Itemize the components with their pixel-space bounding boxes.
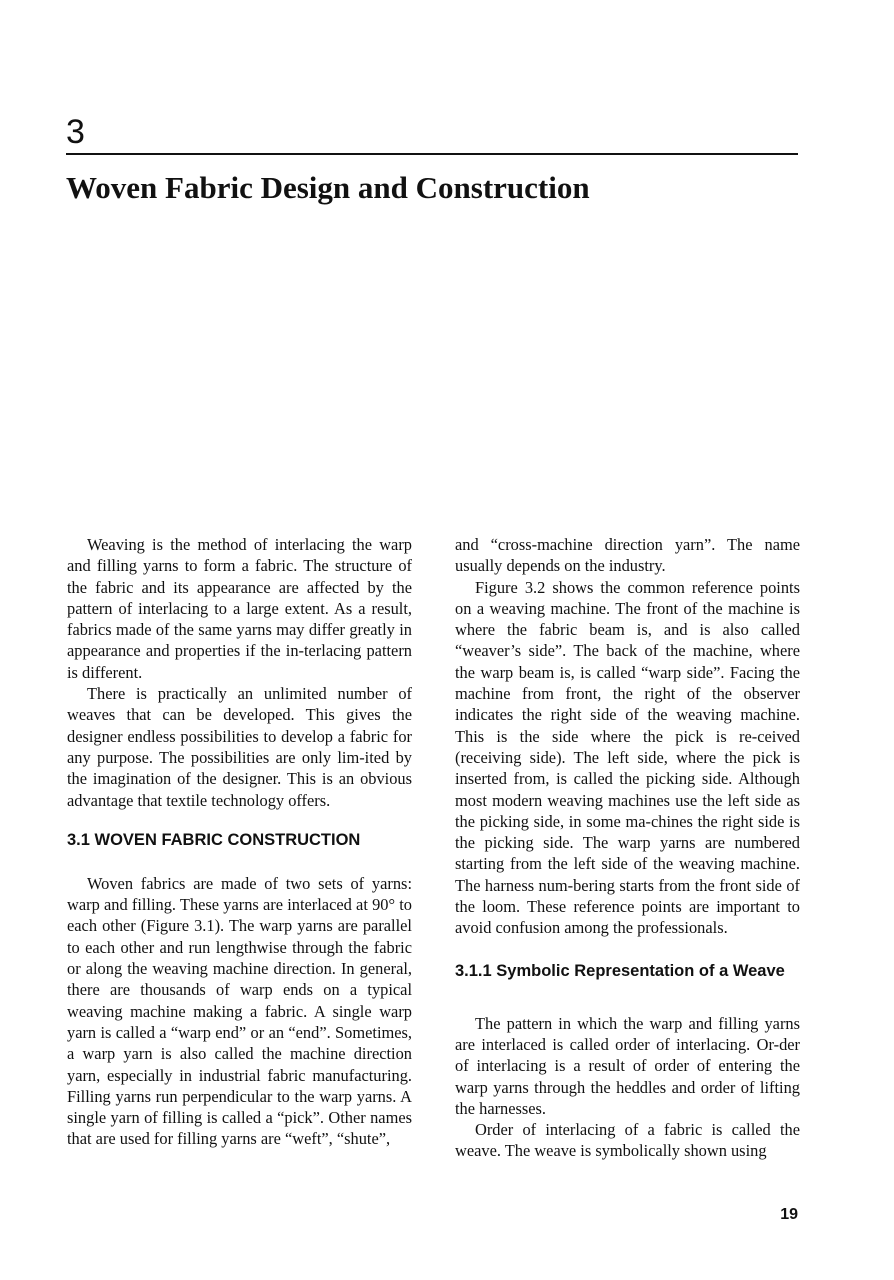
chapter-title: Woven Fabric Design and Construction (66, 170, 590, 205)
figure-reference-paragraph: Figure 3.2 shows the common reference points on a weaving machine. The front of the machine is where the fabric beam is, and is also called “weaver’s side”. The back of the machine, where the warp beam is, is called “warp side”. Facing the machine from front, the right of the observer indicates the right side of the weaving machine. This is the side where the pick is re-ceived (receiving side). The left side, where the pick is inserted from, is called the picking side. Although most modern weaving machines use the left side as the picking side, in some ma-chines the right side is the picking side. The warp yarns are numbered starting from the left side of the weaving machine. The harness num-bering starts from the front side of the loom. These reference points are important to avoid confusion among the professionals. (455, 577, 800, 938)
section-heading: 3.1 WOVEN FABRIC CONSTRUCTION (67, 830, 361, 849)
right-column (455, 534, 800, 1162)
intro-paragraph-2: There is practically an unlimited number of weaves that can be developed. This gives the designer endless possibilities to develop a fabric for any purpose. The possibilities are only lim-ited by the imagination of the designer. This is an obvious advantage that textile technology offers. (67, 684, 412, 810)
continuation-paragraph: and “cross-machine direction yarn”. The name usually depends on the industry. (455, 535, 800, 576)
subsection-paragraph-2: Order of interlacing of a fabric is called the weave. The weave is symbolically shown using (455, 1120, 800, 1161)
intro-paragraph-1: Weaving is the method of interlacing the warp and filling yarns to form a fabric. The structure of the fabric and its appearance are affected by the pattern of interlacing to a large extent. As a result, fabrics made of the same yarns may differ greatly in appearance and properties if the in-terlacing pattern is different. (67, 535, 412, 682)
left-column (67, 534, 412, 1150)
chapter-rule (66, 153, 798, 155)
chapter-number: 3 (66, 113, 85, 151)
subsection-paragraph-1: The pattern in which the warp and filling yarns are interlaced is called order of interlacing. Or-der of interlacing is a result of order of entering the warp yarns through the heddles and order of lifting the harnesses. (455, 1013, 800, 1118)
section-paragraph: Woven fabrics are made of two sets of yarns: warp and filling. These yarns are interlaced at 90° to each other (Figure 3.1). The warp yarns are parallel to each other and run lengthwise through the fabric or along the weaving machine direction. In general, there are thousands of warp ends on a typical weaving machine making a fabric. A single warp yarn is called a “warp end” or an “end”. Sometimes, a warp yarn is also called the machine direction yarn, especially in industrial fabric manufacturing. Filling yarns run perpendicular to the warp yarns. A single yarn of filling is called a “pick”. Other names that are used for filling yarns are “weft”, “shute”, (67, 873, 412, 1149)
subsection-heading: 3.1.1 Symbolic Representation of a Weave (455, 961, 785, 980)
page-number: 19 (780, 1206, 798, 1223)
